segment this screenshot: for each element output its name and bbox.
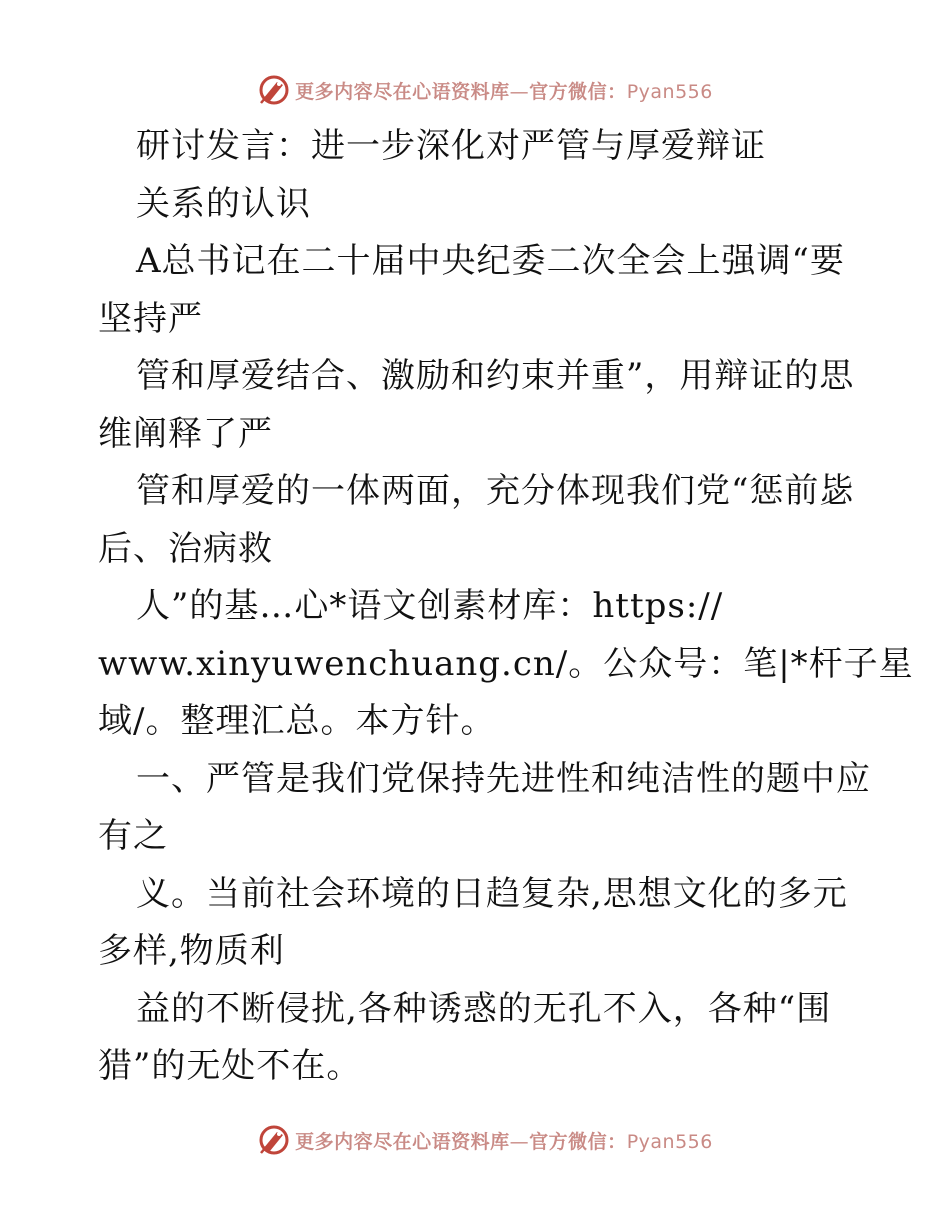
- footer-wechat-id: Pyan556: [626, 1130, 713, 1153]
- footer-banner-dash: —: [509, 1130, 530, 1153]
- paragraph-line: 管和厚爱的一体两面，充分体现我们党“惩前毖: [136, 471, 855, 511]
- paragraph-line: 维阐释了严: [98, 413, 273, 454]
- footer-banner-inner: [257, 1123, 713, 1157]
- footer-banner-title: 更多内容尽在心语资料库: [295, 1130, 510, 1153]
- footer-banner: [0, 1120, 950, 1160]
- paragraph-line: A总书记在二十届中央纪委二次全会上强调“要: [136, 241, 845, 281]
- paragraph-line: 益的不断侵扰,各种诱惑的无孔不入，各种“围: [136, 988, 832, 1029]
- header-wechat-label: 官方微信：: [529, 80, 627, 103]
- paragraph-line: 域/。整理汇总。本方针。: [98, 701, 496, 741]
- header-banner-title: 更多内容尽在心语资料库: [295, 80, 510, 103]
- paragraph-line: 人”的基…心*语文创素材库：https://: [136, 586, 724, 626]
- header-banner-text: [295, 77, 713, 104]
- header-wechat-id: Pyan556: [626, 80, 713, 103]
- footer-wechat-label: 官方微信：: [529, 1130, 627, 1153]
- title-line-1: 研讨发言：进一步深化对严管与厚爱辩证: [136, 126, 766, 166]
- paragraph-line: 猎”的无处不在。: [98, 1046, 362, 1086]
- paragraph-line-url: www.xinyuwenchuang.cn/。公众号：笔|*杆子星: [98, 643, 914, 684]
- paragraph-line: 义。当前社会环境的日趋复杂,思想文化的多元: [136, 873, 848, 914]
- document-body: [98, 118, 914, 1096]
- header-banner-dash: —: [509, 80, 530, 103]
- paragraph-line: 有之: [98, 816, 168, 856]
- pen-nib-logo-icon: [257, 73, 291, 107]
- title-line-2: 关系的认识: [136, 183, 311, 224]
- paragraph-line: 后、治病救: [98, 528, 273, 569]
- paragraph-line: 坚持严: [98, 298, 203, 339]
- footer-banner-text: [295, 1127, 713, 1154]
- paragraph-line: 多样,物质利: [98, 931, 285, 971]
- section-heading-line: 一、严管是我们党保持先进性和纯洁性的题中应: [136, 758, 871, 799]
- paragraph-line: 管和厚爱结合、激励和约束并重”，用辩证的思: [136, 356, 855, 396]
- pen-nib-logo-icon: [257, 1123, 291, 1157]
- header-banner: [0, 70, 950, 110]
- header-banner-inner: [257, 73, 713, 107]
